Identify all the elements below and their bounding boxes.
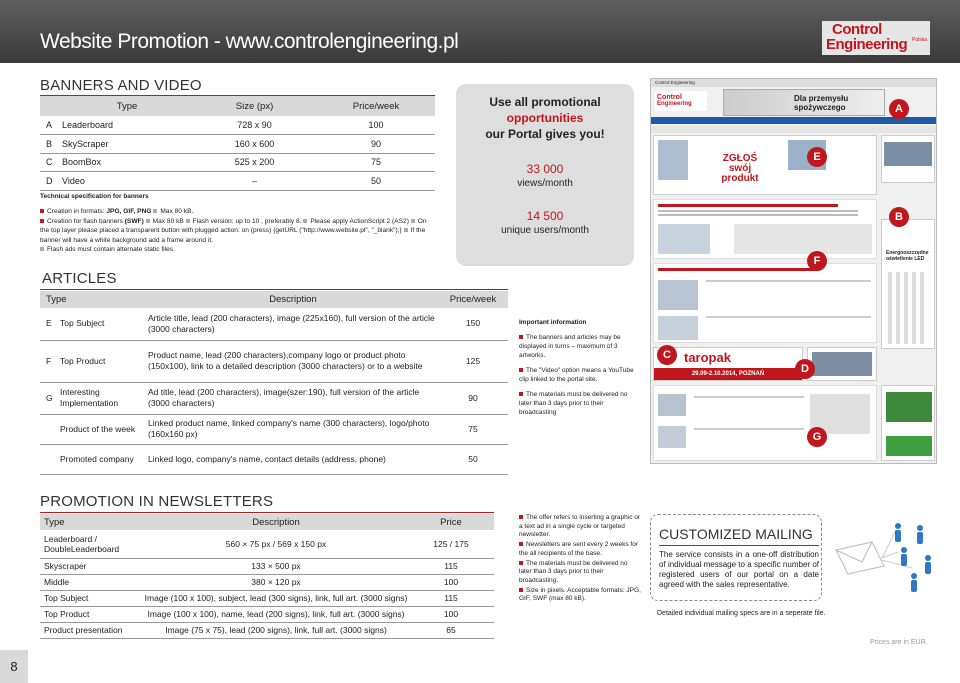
table-row: B SkyScraper 160 x 600 90 [40, 135, 435, 154]
table-row: Middle 380 × 120 px 100 [40, 574, 494, 590]
bullet-icon [40, 219, 44, 223]
marker-e: E [807, 147, 827, 167]
table-row: A Leaderboard 728 x 90 100 [40, 116, 435, 135]
page-number: 8 [0, 650, 28, 683]
articles-table [40, 291, 508, 475]
banners-section-title: BANNERS AND VIDEO [40, 77, 202, 94]
boombox-mock: taropak 29.09-2.10.2014, POZNAŃ [653, 347, 803, 381]
website-screenshot: Control Engineering Control Engineering Dla przemysłu spożywczego ZGŁOŚ swój produkt Energooszczędne oświetlenie LED taropak 29.09-2.10.2014, POZNAŃ A B C D E F G [650, 78, 937, 464]
views-number: 33 000 [526, 162, 564, 176]
col-type: Type [62, 96, 192, 116]
bullet-icon [519, 335, 523, 339]
marker-b: B [889, 207, 909, 227]
bullet-icon [519, 392, 523, 396]
articles-title-rule [40, 289, 508, 290]
video-mock [807, 347, 877, 381]
table-row: Promoted company Linked logo, company's name, contact details (address, phone) 50 [40, 444, 508, 474]
bullet-icon [303, 219, 307, 223]
table-header-row: Type Description Price [40, 514, 494, 530]
page-title: Website Promotion - www.controlengineering.pl [40, 30, 459, 53]
table-header-row [40, 96, 435, 116]
promo-box: Use all promotional opportunities our Portal gives you! 33 000 views/month 14 500 unique users/month [456, 84, 634, 266]
banner-specification: Technical specification for banners Creation in formats: JPG, GIF, PNG Max 80 kB. Creation for flash banners (SWF) Max 80 kB Flash version: up to 10 , preferably 8. Please apply ActionScript 2 (AS2) On the top layer please placed a transparent button with plugged action: on (press) {getURL ("http://www.website.pl", "_blank");} If the banner will have a white background add a frame around it. Flash ads must contain alternate static files. [40, 193, 427, 253]
table-row: Product of the week Linked product name, linked company's name (300 characters), logo/photo (160x160 px) 75 [40, 414, 508, 444]
bullet-icon [40, 247, 44, 251]
col-price: Price/week [317, 96, 435, 116]
bullet-icon [186, 219, 190, 223]
table-row: C BoomBox 525 x 200 75 [40, 153, 435, 172]
table-row: Top Subject Image (100 x 100), subject, lead (300 signs), link, full art. (3000 signs) 115 [40, 590, 494, 606]
marker-c: C [657, 345, 677, 365]
table-row: F Top Product Product name, lead (200 characters),company logo or product photo (150x100), link to a detailed description (3000 characters) or to a website 125 [40, 340, 508, 382]
views-unit: views/month [517, 178, 573, 189]
site-logo: Control Engineering [655, 91, 707, 111]
top-subject-mock: ZGŁOŚ swój produkt [653, 135, 877, 195]
page-header [0, 0, 960, 63]
table-header-row: Type Description Price/week [40, 291, 508, 308]
control-engineering-logo: Control Engineering Polska [822, 21, 930, 55]
table-row: Leaderboard / DoubleLeaderboard 560 × 75 px / 569 x 150 px 125 / 175 [40, 530, 494, 558]
mailing-title: CUSTOMIZED MAILING [659, 526, 813, 542]
prices-note: Prices are in EUR. [870, 639, 928, 646]
skyscraper-mock: Energooszczędne oświetlenie LED [881, 219, 935, 349]
bullet-icon [519, 542, 523, 546]
mailing-note: Detailed individual mailing specs are in a seperate file. [657, 610, 826, 617]
bullet-icon [519, 561, 523, 565]
marker-g: G [807, 427, 827, 447]
table-row: G Interesting Implementation Ad title, lead (200 characters), image(szer:190), full version of the article (3000 characters) 90 [40, 382, 508, 414]
newsletters-section-title: PROMOTION IN NEWSLETTERS [40, 493, 274, 510]
table-row: Skyscraper 133 × 500 px 115 [40, 558, 494, 574]
table-row: Product presentation Image (75 x 75), lead (200 signs), link, full art. (3000 signs) 65 [40, 622, 494, 638]
banners-table [40, 96, 435, 191]
bullet-icon [153, 209, 157, 213]
marker-f: F [807, 251, 827, 271]
leaderboard-mock: Dla przemysłu spożywczego [723, 89, 885, 116]
bullet-icon [519, 588, 523, 592]
marker-a: A [889, 99, 909, 119]
bullet-icon [411, 219, 415, 223]
newsletters-table [40, 514, 494, 639]
important-information: Important information The banners and articles may be displayed in turns – maximum of 3 artworks. The "Video" option means a YouTube clip linked to the portal site. The materials must be delivered no later than 3 days prior to their broadcasting [519, 319, 634, 416]
bullet-icon [519, 368, 523, 372]
newsletter-notes: The offer refers to inserting a graphic or a text ad in a single cycle or targeted newsletter. Newsletters are sent every 2 weeks for the all recipients of the base. The materials must be delivered no later than 3 days prior to their broadcasting. Size in pixels. Acceptable formats: JPG, GIF, SWF (max 80 kB). [519, 514, 641, 603]
bullet-icon [146, 219, 150, 223]
users-number: 14 500 [526, 209, 564, 223]
bullet-icon [519, 515, 523, 519]
articles-section-title: ARTICLES [42, 270, 117, 287]
col-size: Size (px) [192, 96, 317, 116]
bullet-icon [404, 228, 408, 232]
mailing-people-icon [832, 520, 942, 600]
mailing-text: The service consists in a one-off distribution of individual message to a specific number of registered users of our portal on a date agreed with the sales representative. [659, 550, 819, 589]
mailing-title-rule [659, 545, 819, 546]
newsletters-title-rule [40, 512, 494, 513]
table-row: D Video – 50 [40, 172, 435, 191]
table-row: Top Product Image (100 x 100), name, lead (200 signs), link, full art. (3000 signs) 100 [40, 606, 494, 622]
marker-d: D [795, 359, 815, 379]
users-unit: unique users/month [501, 225, 589, 236]
bullet-icon [40, 209, 44, 213]
table-row: E Top Subject Article title, lead (200 characters), image (225x160), full version of the article (3000 characters) 150 [40, 308, 508, 340]
